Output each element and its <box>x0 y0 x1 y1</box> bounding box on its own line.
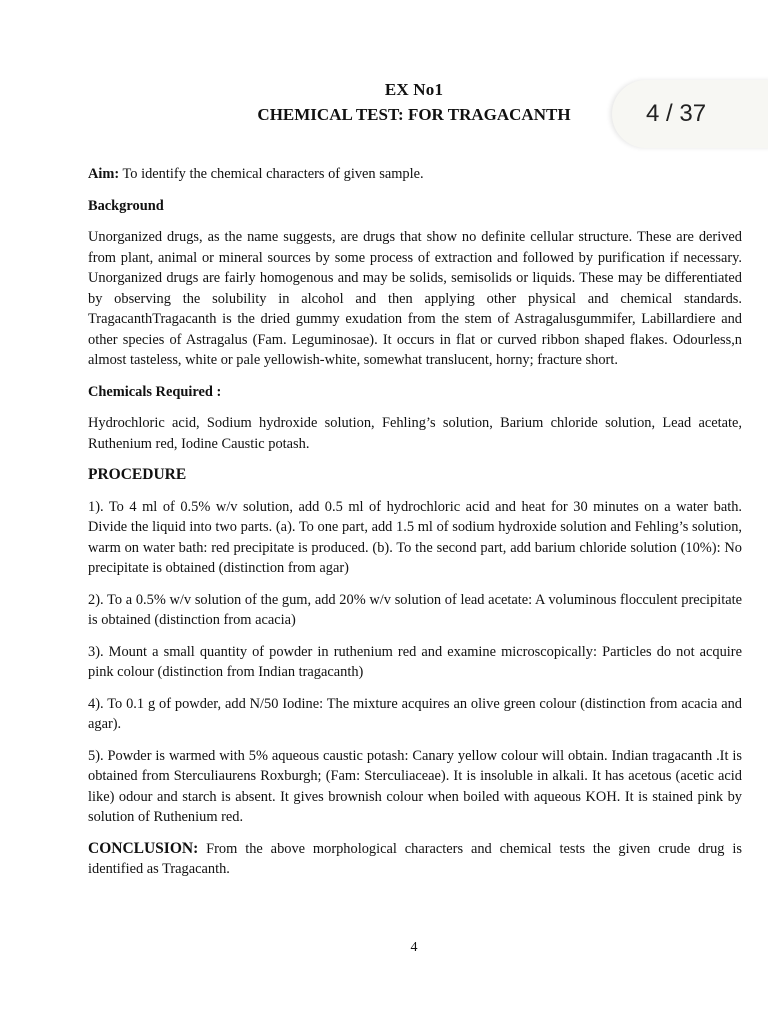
experiment-number: EX No1 <box>384 80 444 99</box>
aim-text: To identify the chemical characters of given sample. <box>119 166 424 182</box>
procedure-step: 1). To 4 ml of 0.5% w/v solution, add 0.5 ml of hydrochloric acid and heat for 30 minutes on a water bath. Divide the liquid into two parts. (a). To one part, add 1.5 ml of sodium hydroxide solution and Fehling’s solution, warm on water bath: red precipitate is produced. (b). To the second part, add barium chloride solution (10%): No precipitate is obtained (distinction from agar) <box>88 498 742 576</box>
procedure-step: 5). Powder is warmed with 5% aqueous caustic potash: Canary yellow colour will obtain. Indian tragacanth .It is obtained from Sterculiaurens Roxburgh; (Fam: Sterculiaceae). It is insoluble in alkali. It has acetous (acetic acid like) odour and starch is absent. It gives brownish colour when boiled with aqueous KOH. It is stained pink by solution of Ruthenium red. <box>88 747 742 825</box>
aim-label: Aim: <box>88 166 120 182</box>
document-body <box>88 164 742 891</box>
procedure-step: 2). To a 0.5% w/v solution of the gum, add 20% w/v solution of lead acetate: A voluminous flocculent precipitate is obtained (distinction from acacia) <box>88 591 742 628</box>
conclusion-label: CONCLUSION: <box>88 839 199 857</box>
background-paragraph: Unorganized drugs, as the name suggests, are drugs that show no definite cellular structure. These are derived from plant, animal or mineral sources by some process of extraction and followed by purification if necessary. Unorganized drugs are fairly homogenous and may be solids, semisolids or liquids. These may be differentiated by observing the solubility in alcohol and then applying other physical and chemical standards. TragacanthTragacanth is the dried gummy exudation from the stem of Astragalusgummifer, Labillardiere and other species of Astragalus (Fam. Leguminosae). It occurs in flat or curved ribbon shaped flakes. Odourless,n almost tasteless, white or pale yellowish-white, somewhat translucent, horny; fracture short. <box>88 229 742 368</box>
procedure-step: 4). To 0.1 g of powder, add N/50 Iodine: The mixture acquires an olive green colour (distinction from acacia and agar). <box>88 695 742 732</box>
background-heading: Background <box>88 197 164 214</box>
procedure-heading: PROCEDURE <box>88 466 187 483</box>
conclusion-paragraph <box>88 839 742 880</box>
chemicals-paragraph: Hydrochloric acid, Sodium hydroxide solution, Fehling’s solution, Barium chloride solution, Lead acetate, Ruthenium red, Iodine Caustic potash. <box>88 415 742 452</box>
conclusion-text: From the above morphological characters and chemical tests the given crude drug is identified as Tragacanth. <box>88 840 742 877</box>
aim-paragraph <box>88 164 742 185</box>
procedure-step: 3). Mount a small quantity of powder in ruthenium red and examine microscopically: Particles do not acquire pink colour (distinction from Indian tragacanth) <box>88 643 742 680</box>
page-indicator-badge: 4 / 37 <box>612 80 768 148</box>
page-number: 4 <box>410 940 418 955</box>
chemicals-heading: Chemicals Required : <box>88 383 222 400</box>
page-title: CHEMICAL TEST: FOR TRAGACANTH <box>257 105 571 124</box>
